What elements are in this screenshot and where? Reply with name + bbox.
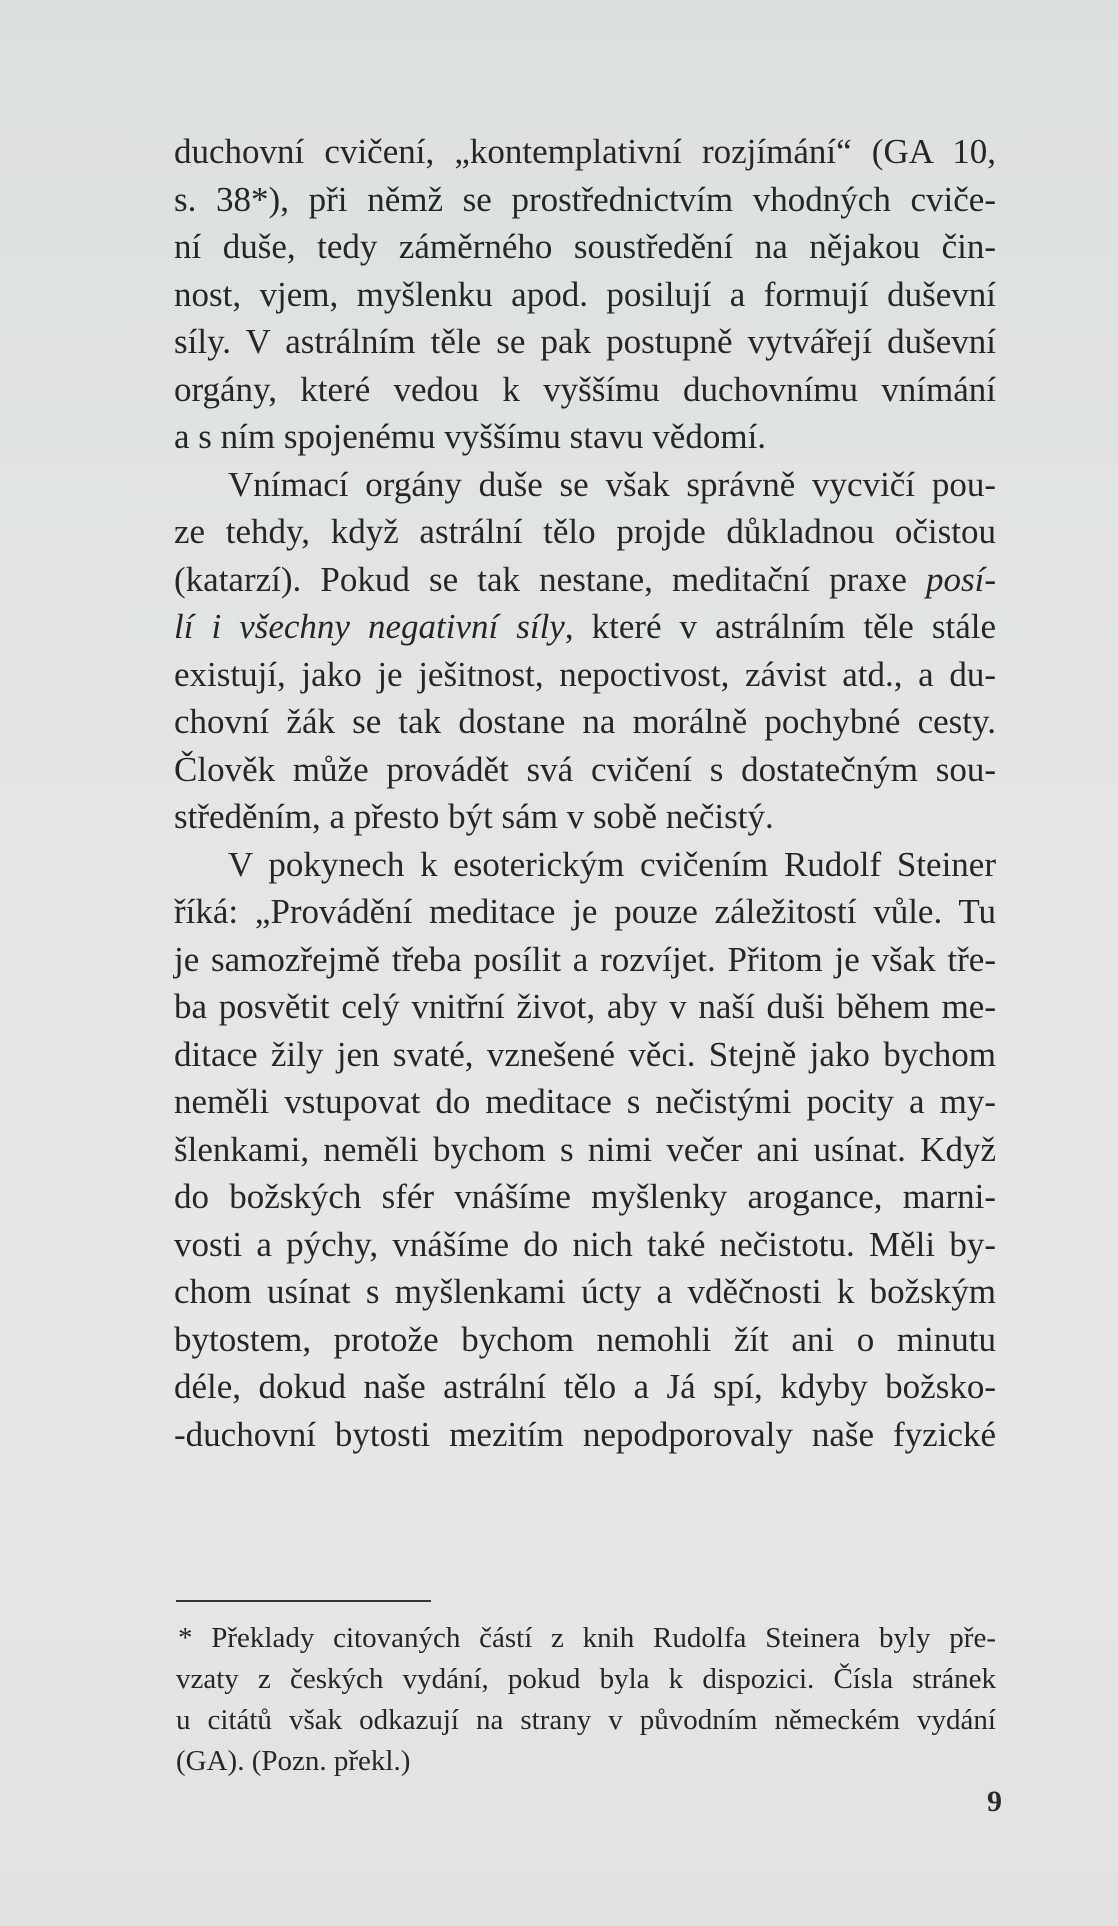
text-segment: bytostem, protože bychom nemohli žít ani o minutu xyxy=(174,1319,996,1359)
text-line xyxy=(174,1078,996,1126)
text-line xyxy=(174,318,996,366)
text-line xyxy=(174,1221,996,1269)
text-line xyxy=(174,793,996,841)
body-text xyxy=(174,128,996,1458)
text-line xyxy=(174,1316,996,1364)
text-line xyxy=(174,936,996,984)
paragraph xyxy=(174,461,996,841)
text-segment: déle, dokud naše astrální tělo a Já spí, kdyby božsko- xyxy=(174,1367,996,1406)
text-line xyxy=(174,271,996,319)
text-segment: orgány, které vedou k vyššímu duchovnímu vnímání xyxy=(174,369,996,409)
paragraph xyxy=(174,128,996,461)
footnote-line: (GA). (Pozn. překl.) xyxy=(176,1745,411,1777)
text-line xyxy=(174,366,996,414)
text-line xyxy=(174,461,996,509)
text-segment: šlenkami, neměli bychom s nimi večer ani usínat. Když xyxy=(174,1129,996,1169)
text-segment: středěním, a přesto být sám v sobě nečistý. xyxy=(174,797,774,836)
text-line xyxy=(174,508,996,556)
text-segment: a s ním spojenému vyššímu stavu vědomí. xyxy=(174,417,767,456)
text-segment: Vnímací orgány duše se však správně vycvičí pou- xyxy=(228,464,996,504)
text-line xyxy=(174,1411,996,1459)
text-segment: Člověk může provádět svá cvičení s dostatečným sou- xyxy=(174,749,996,789)
text-segment: (katarzí). Pokud se tak nestane, meditační praxe xyxy=(174,559,926,599)
text-line xyxy=(174,746,996,794)
text-line xyxy=(174,1126,996,1174)
text-line xyxy=(174,888,996,936)
footnote-line: vzaty z českých vydání, pokud byla k dispozici. Čísla stránek xyxy=(176,1663,996,1695)
footnote-line: * Překlady citovaných částí z knih Rudolfa Steinera byly pře- xyxy=(178,1622,996,1654)
text-segment: do božských sfér vnášíme myšlenky arogance, marni- xyxy=(174,1177,996,1216)
footnote-separator xyxy=(176,1600,431,1602)
text-line xyxy=(174,841,996,889)
text-segment: ze tehdy, když astrální tělo projde důkladnou očistou xyxy=(174,512,996,551)
text-line xyxy=(174,556,996,604)
text-line xyxy=(174,176,996,224)
text-segment: chom usínat s myšlenkami úcty a vděčnosti k božským xyxy=(174,1272,996,1311)
text-line xyxy=(174,983,996,1031)
text-segment: ní duše, tedy záměrného soustředění na nějakou čin- xyxy=(174,227,996,266)
text-segment: říká: „Provádění meditace je pouze záležitostí vůle. Tu xyxy=(174,892,996,931)
text-segment: síly. V astrálním těle se pak postupně vytvářejí duševní xyxy=(174,322,996,361)
text-segment: je samozřejmě třeba posílit a rozvíjet. Přitom je však tře- xyxy=(174,939,996,979)
text-line xyxy=(174,413,996,461)
italic-text: lí i všechny negativní síly xyxy=(174,607,565,646)
text-line xyxy=(174,1268,996,1316)
footnote-line: u citátů však odkazují na strany v původním německém vydání xyxy=(176,1704,996,1736)
text-segment: ba posvětit celý vnitřní život, aby v naší duši během me- xyxy=(174,987,996,1026)
italic-text: posí- xyxy=(926,559,996,599)
text-line xyxy=(174,128,996,176)
text-line xyxy=(174,698,996,746)
text-segment: V pokynech k esoterickým cvičením Rudolf Steiner xyxy=(228,844,996,884)
text-segment: , které v astrálním těle stále xyxy=(564,607,996,646)
text-line xyxy=(174,1173,996,1221)
text-segment: s. 38*), při němž se prostřednictvím vhodných cviče- xyxy=(174,179,996,219)
text-line xyxy=(174,651,996,699)
text-line xyxy=(174,1363,996,1411)
text-line xyxy=(174,223,996,271)
paragraph xyxy=(174,841,996,1459)
text-segment: ditace žily jen svaté, vznešené věci. Stejně jako bychom xyxy=(174,1034,996,1074)
text-segment: chovní žák se tak dostane na morálně pochybné cesty. xyxy=(174,702,996,741)
text-segment: duchovní cvičení, „kontemplativní rozjímání“ (GA 10, xyxy=(174,132,996,171)
text-segment: -duchovní bytosti mezitím nepodporovaly naše fyzické xyxy=(174,1414,996,1454)
text-segment: nost, vjem, myšlenku apod. posilují a formují duševní xyxy=(174,274,996,314)
text-segment: existují, jako je ješitnost, nepoctivost, závist atd., a du- xyxy=(174,654,996,694)
text-line xyxy=(174,1031,996,1079)
text-segment: vosti a pýchy, vnášíme do nich také nečistotu. Měli by- xyxy=(174,1224,996,1264)
text-line xyxy=(174,603,996,651)
text-segment: neměli vstupovat do meditace s nečistými pocity a my- xyxy=(174,1082,996,1121)
footnote xyxy=(176,1618,996,1782)
page-number: 9 xyxy=(987,1785,1002,1818)
